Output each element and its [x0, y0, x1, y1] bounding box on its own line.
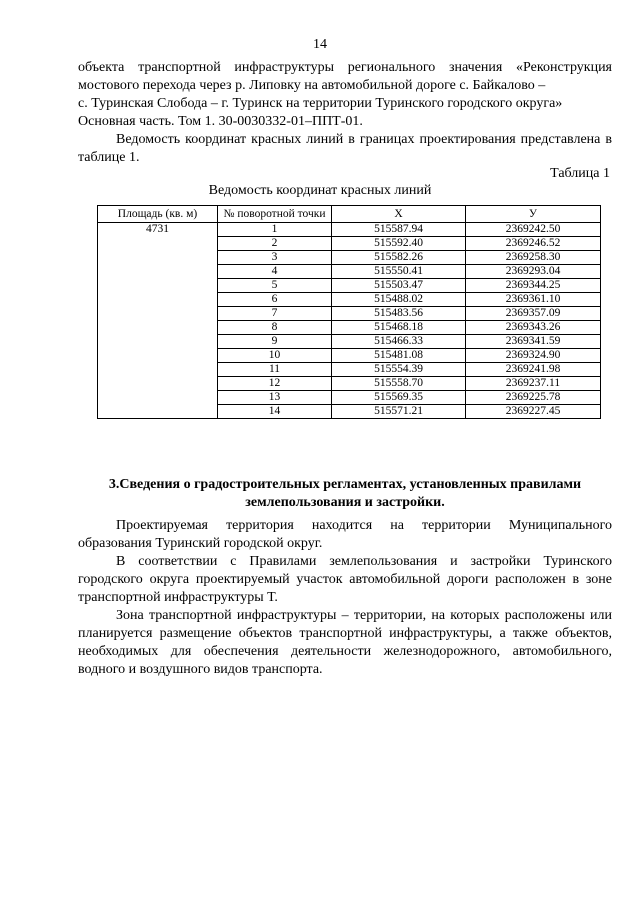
statement-paragraph: Ведомость координат красных линий в границах проектирования представлена в таблице 1.: [78, 132, 612, 165]
y-coordinate-cell: 2369258.30: [466, 251, 601, 265]
x-coordinate-cell: 515571.21: [332, 405, 466, 419]
point-number-cell: 8: [218, 321, 332, 335]
point-number-cell: 2: [218, 237, 332, 251]
page-number: 14: [313, 37, 327, 52]
y-coordinate-cell: 2369227.45: [466, 405, 601, 419]
paragraph-territory: Проектируемая территория находится на территории Муниципального образования Туринский городской округ.: [78, 518, 612, 551]
header-y: У: [466, 206, 601, 223]
x-coordinate-cell: 515582.26: [332, 251, 466, 265]
x-coordinate-cell: 515468.18: [332, 321, 466, 335]
y-coordinate-cell: 2369343.26: [466, 321, 601, 335]
table-header-row: [98, 206, 601, 223]
y-coordinate-cell: 2369344.25: [466, 279, 601, 293]
point-number-cell: 14: [218, 405, 332, 419]
y-coordinate-cell: 2369246.52: [466, 237, 601, 251]
section-heading: 3.Сведения о градостроительных регламентах, установленных правилами землепользования и застройки.: [108, 477, 582, 510]
point-number-cell: 1: [218, 223, 332, 237]
area-cell: 4731: [98, 223, 218, 419]
point-number-cell: 6: [218, 293, 332, 307]
x-coordinate-cell: 515466.33: [332, 335, 466, 349]
header-x: X: [332, 206, 466, 223]
point-number-cell: 9: [218, 335, 332, 349]
x-coordinate-cell: 515550.41: [332, 265, 466, 279]
point-number-cell: 5: [218, 279, 332, 293]
table-title: Ведомость координат красных линий: [208, 183, 432, 198]
x-coordinate-cell: 515558.70: [332, 377, 466, 391]
y-coordinate-cell: 2369241.98: [466, 363, 601, 377]
point-number-cell: 12: [218, 377, 332, 391]
intro-line-2: мостового перехода через р. Липовку на автомобильной дороге с. Байкалово –: [78, 78, 546, 93]
y-coordinate-cell: 2369225.78: [466, 391, 601, 405]
table-row: [98, 223, 601, 237]
x-coordinate-cell: 515503.47: [332, 279, 466, 293]
header-point: № поворотной точки: [218, 206, 332, 223]
x-coordinate-cell: 515554.39: [332, 363, 466, 377]
y-coordinate-cell: 2369237.11: [466, 377, 601, 391]
point-number-cell: 11: [218, 363, 332, 377]
point-number-cell: 7: [218, 307, 332, 321]
x-coordinate-cell: 515481.08: [332, 349, 466, 363]
intro-paragraph: [78, 59, 612, 131]
header-area: Площадь (кв. м): [98, 206, 218, 223]
y-coordinate-cell: 2369324.90: [466, 349, 601, 363]
paragraph-zone: Зона транспортной инфраструктуры – территории, на которых расположены или планируется размещение объектов транспортной инфраструктуры, а также объектов, необходимых для обеспечения деятельности железнодорожного, автомобильного, водного и воздушного видов транспорта.: [78, 608, 612, 677]
intro-line-1: объекта транспортной инфраструктуры регионального значения «Реконструкция: [78, 60, 612, 75]
y-coordinate-cell: 2369357.09: [466, 307, 601, 321]
coordinates-table: [97, 205, 601, 419]
table-label: Таблица 1: [550, 166, 610, 181]
point-number-cell: 13: [218, 391, 332, 405]
y-coordinate-cell: 2369242.50: [466, 223, 601, 237]
intro-line-3: с. Туринская Слобода – г. Туринск на территории Туринского городского округа»: [78, 96, 563, 111]
x-coordinate-cell: 515569.35: [332, 391, 466, 405]
intro-line-4: Основная часть. Том 1. 30-0030332-01–ППТ-01.: [78, 114, 363, 129]
y-coordinate-cell: 2369293.04: [466, 265, 601, 279]
point-number-cell: 10: [218, 349, 332, 363]
y-coordinate-cell: 2369361.10: [466, 293, 601, 307]
x-coordinate-cell: 515488.02: [332, 293, 466, 307]
x-coordinate-cell: 515592.40: [332, 237, 466, 251]
paragraph-rules: В соответствии с Правилами землепользования и застройки Туринского городского округа проектируемый участок автомобильной дороги расположен в зоне транспортной инфраструктуры Т.: [78, 554, 612, 605]
x-coordinate-cell: 515483.56: [332, 307, 466, 321]
point-number-cell: 4: [218, 265, 332, 279]
x-coordinate-cell: 515587.94: [332, 223, 466, 237]
y-coordinate-cell: 2369341.59: [466, 335, 601, 349]
point-number-cell: 3: [218, 251, 332, 265]
